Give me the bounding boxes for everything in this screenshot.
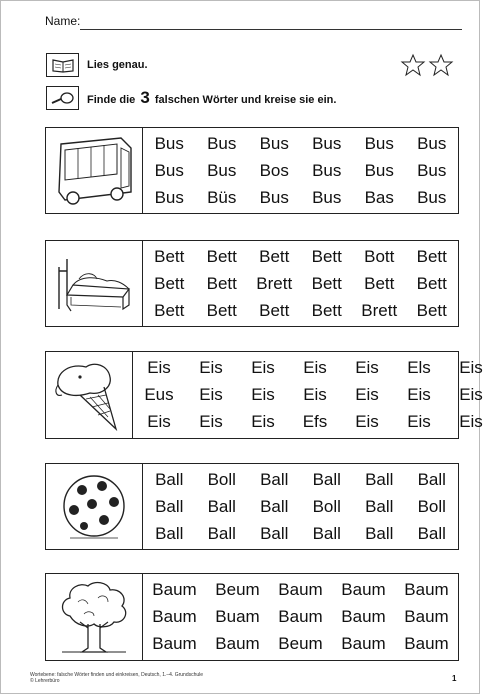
word-row bbox=[143, 188, 458, 208]
word[interactable]: Eis bbox=[459, 384, 483, 404]
tree-icon bbox=[46, 574, 143, 660]
word[interactable]: Ball bbox=[312, 469, 341, 489]
name-line bbox=[80, 29, 462, 30]
word[interactable]: Bett bbox=[206, 273, 237, 293]
word[interactable]: Baum bbox=[152, 634, 197, 654]
word[interactable]: Bett bbox=[154, 246, 185, 266]
word[interactable]: Beum bbox=[278, 634, 323, 654]
word[interactable]: Bett bbox=[416, 246, 447, 266]
word[interactable]: Bett bbox=[311, 246, 342, 266]
word[interactable]: Bett bbox=[259, 300, 290, 320]
word[interactable]: Eis bbox=[407, 412, 431, 432]
word[interactable]: Brett bbox=[361, 300, 398, 320]
word[interactable]: Eis bbox=[199, 412, 223, 432]
word[interactable]: Bus bbox=[154, 187, 184, 207]
word[interactable]: Baum bbox=[278, 606, 323, 626]
footer-line-2: © Lehrerbüro bbox=[30, 678, 60, 684]
word[interactable]: Ball bbox=[260, 523, 289, 543]
footer-line-1: Wortebene: falsche Wörter finden und einkreisen, Deutsch, 1.–4. Grundschule bbox=[30, 672, 204, 678]
word[interactable]: Eis bbox=[459, 412, 483, 432]
word-grid bbox=[143, 128, 458, 213]
word[interactable]: Ball bbox=[155, 469, 184, 489]
word[interactable]: Beum bbox=[215, 579, 260, 599]
word[interactable]: Baum bbox=[404, 579, 449, 599]
word[interactable]: Ball bbox=[365, 496, 394, 516]
word-row bbox=[133, 412, 497, 432]
word[interactable]: Bett bbox=[259, 246, 290, 266]
word-card-bett bbox=[45, 240, 459, 327]
word-row bbox=[143, 134, 458, 154]
word[interactable]: Bus bbox=[312, 187, 342, 207]
word[interactable]: Bas bbox=[364, 187, 394, 207]
name-label: Name: bbox=[45, 14, 81, 28]
word[interactable]: Eis bbox=[251, 412, 275, 432]
word[interactable]: Ball bbox=[155, 496, 184, 516]
word[interactable]: Bett bbox=[416, 273, 447, 293]
word-row bbox=[143, 607, 458, 627]
word-row bbox=[143, 470, 458, 490]
word[interactable]: Eis bbox=[303, 357, 327, 377]
word[interactable]: Bus bbox=[207, 160, 237, 180]
word[interactable]: Eis bbox=[147, 357, 171, 377]
word-row bbox=[143, 161, 458, 181]
word[interactable]: Eis bbox=[355, 357, 379, 377]
word[interactable]: Eus bbox=[144, 384, 174, 404]
word[interactable]: Büs bbox=[207, 187, 237, 207]
word[interactable]: Baum bbox=[404, 634, 449, 654]
word[interactable]: Eis bbox=[355, 412, 379, 432]
word[interactable]: Bus bbox=[154, 133, 184, 153]
word[interactable]: Brett bbox=[256, 273, 293, 293]
word[interactable]: Buam bbox=[215, 606, 260, 626]
word[interactable]: Ball bbox=[260, 469, 289, 489]
word-grid bbox=[133, 352, 497, 438]
word-row bbox=[143, 247, 458, 267]
word[interactable]: Baum bbox=[215, 634, 260, 654]
bus-icon bbox=[46, 128, 143, 213]
word[interactable]: Ball bbox=[155, 523, 184, 543]
instruction-find-after: falschen Wörter und kreise sie ein. bbox=[154, 94, 337, 106]
word-row bbox=[143, 580, 458, 600]
word[interactable]: Ball bbox=[207, 496, 236, 516]
word-card-eis bbox=[45, 351, 483, 439]
footer bbox=[30, 672, 203, 684]
word[interactable]: Bus bbox=[312, 133, 342, 153]
word[interactable]: Baum bbox=[404, 606, 449, 626]
word[interactable]: Bus bbox=[417, 187, 447, 207]
word[interactable]: Baum bbox=[278, 579, 323, 599]
word[interactable]: Bus bbox=[312, 160, 342, 180]
word[interactable]: Bus bbox=[364, 133, 394, 153]
word[interactable]: Bett bbox=[416, 300, 447, 320]
word[interactable]: Bett bbox=[206, 300, 237, 320]
word[interactable]: Eis bbox=[251, 357, 275, 377]
word[interactable]: Efs bbox=[302, 412, 328, 432]
word[interactable]: Bus bbox=[417, 133, 447, 153]
instruction-find bbox=[46, 86, 336, 110]
word-row bbox=[133, 385, 497, 405]
word[interactable]: Bett bbox=[311, 300, 342, 320]
word-row bbox=[143, 301, 458, 321]
word[interactable]: Els bbox=[407, 357, 431, 377]
word[interactable]: Bett bbox=[206, 246, 237, 266]
instruction-read bbox=[46, 53, 148, 77]
word[interactable]: Eis bbox=[147, 412, 171, 432]
word[interactable]: Bett bbox=[311, 273, 342, 293]
word-row bbox=[143, 497, 458, 517]
word[interactable]: Eis bbox=[355, 384, 379, 404]
word[interactable]: Bett bbox=[364, 273, 395, 293]
ice-cream-icon bbox=[46, 352, 133, 438]
word-grid bbox=[143, 574, 458, 660]
word-card-bus bbox=[45, 127, 459, 214]
word[interactable]: Baum bbox=[341, 579, 386, 599]
word-card-ball bbox=[45, 463, 459, 550]
magnifier-icon bbox=[46, 86, 79, 110]
word[interactable]: Bus bbox=[207, 133, 237, 153]
word-grid bbox=[143, 464, 458, 549]
word-row bbox=[143, 524, 458, 544]
word[interactable]: Baum bbox=[152, 606, 197, 626]
word[interactable]: Ball bbox=[260, 496, 289, 516]
word[interactable]: Baum bbox=[152, 579, 197, 599]
page-number: 1 bbox=[452, 674, 457, 683]
word[interactable]: Bett bbox=[154, 273, 185, 293]
word[interactable]: Boll bbox=[417, 496, 446, 516]
word[interactable]: Bett bbox=[154, 300, 185, 320]
word[interactable]: Boll bbox=[207, 469, 236, 489]
word[interactable]: Eis bbox=[459, 357, 483, 377]
word[interactable]: Bus bbox=[417, 160, 447, 180]
word-card-baum bbox=[45, 573, 459, 661]
word[interactable]: Bus bbox=[364, 160, 394, 180]
word-row bbox=[143, 274, 458, 294]
word[interactable]: Ball bbox=[365, 523, 394, 543]
word[interactable]: Bus bbox=[259, 133, 289, 153]
instruction-read-text: Lies genau. bbox=[87, 59, 148, 71]
stars-icon bbox=[400, 53, 456, 82]
word-row bbox=[133, 358, 497, 378]
word[interactable]: Eis bbox=[251, 384, 275, 404]
word[interactable]: Boll bbox=[312, 496, 341, 516]
bed-icon bbox=[46, 241, 143, 326]
word[interactable]: Ball bbox=[417, 523, 446, 543]
word[interactable]: Eis bbox=[199, 357, 223, 377]
word[interactable]: Bus bbox=[259, 187, 289, 207]
word[interactable]: Ball bbox=[207, 523, 236, 543]
book-icon bbox=[46, 53, 79, 77]
word[interactable]: Eis bbox=[407, 384, 431, 404]
ball-icon bbox=[46, 464, 143, 549]
instruction-find-before: Finde die bbox=[87, 94, 136, 106]
word[interactable]: Ball bbox=[417, 469, 446, 489]
word[interactable]: Eis bbox=[199, 384, 223, 404]
word[interactable]: Bott bbox=[364, 246, 395, 266]
word[interactable]: Bos bbox=[259, 160, 289, 180]
word[interactable]: Baum bbox=[341, 634, 386, 654]
word[interactable]: Baum bbox=[341, 606, 386, 626]
word[interactable]: Ball bbox=[312, 523, 341, 543]
instruction-find-number: 3 bbox=[140, 88, 150, 107]
instruction-find-text bbox=[87, 88, 336, 108]
word[interactable]: Bus bbox=[154, 160, 184, 180]
word[interactable]: Ball bbox=[365, 469, 394, 489]
word[interactable]: Eis bbox=[303, 384, 327, 404]
word-row bbox=[143, 634, 458, 654]
word-grid bbox=[143, 241, 458, 326]
